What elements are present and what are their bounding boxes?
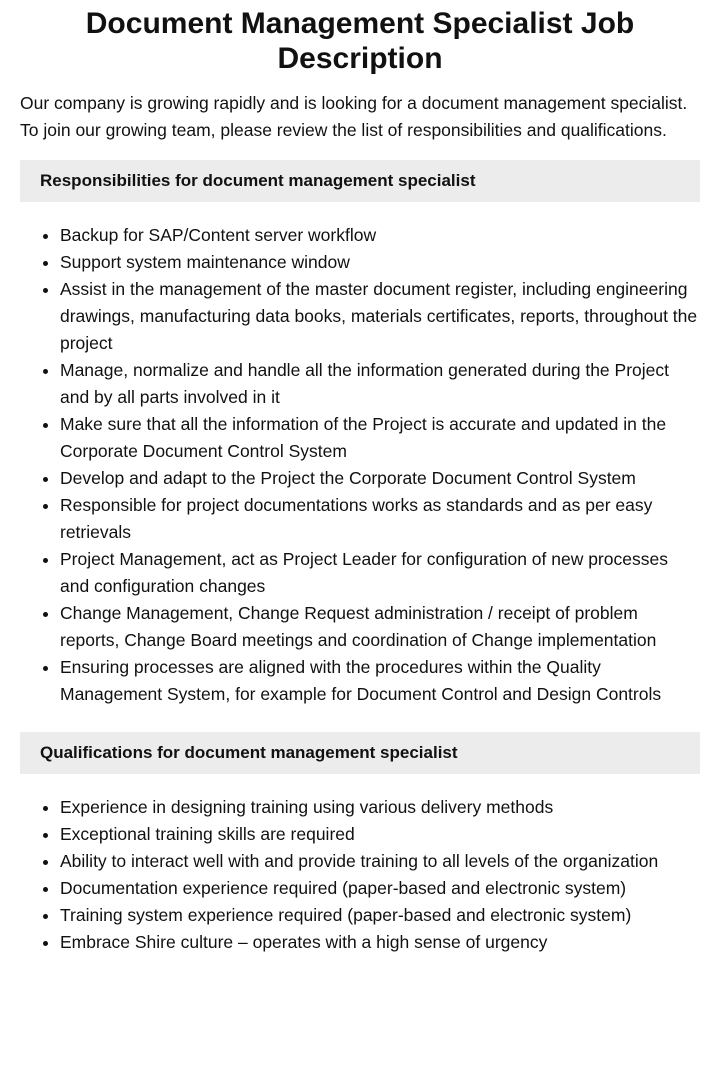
list-item: • Project Management, act as Project Leader for configuration of new processes and configuration changes	[60, 546, 700, 600]
list-item: • Ability to interact well with and provide training to all levels of the organization	[60, 848, 700, 875]
list-item: • Experience in designing training using various delivery methods	[60, 794, 700, 821]
list-item: • Manage, normalize and handle all the information generated during the Project and by all parts involved in it	[60, 357, 700, 411]
list-item: • Assist in the management of the master document register, including engineering drawings, manufacturing data books, materials certificates, reports, throughout the project	[60, 276, 700, 357]
list-item: • Ensuring processes are aligned with the procedures within the Quality Management System, for example for Document Control and Design Controls	[60, 654, 700, 708]
list-item: • Support system maintenance window	[60, 249, 700, 276]
responsibilities-list	[20, 222, 700, 708]
list-item: • Documentation experience required (paper-based and electronic system)	[60, 875, 700, 902]
page-title: Document Management Specialist Job Description	[85, 7, 635, 75]
list-item: • Responsible for project documentations works as standards and as per easy retrievals	[60, 492, 700, 546]
list-item: • Training system experience required (paper-based and electronic system)	[60, 902, 700, 929]
list-item: • Change Management, Change Request administration / receipt of problem reports, Change Board meetings and coordination of Change implementation	[60, 600, 700, 654]
list-item: • Make sure that all the information of the Project is accurate and updated in the Corporate Document Control System	[60, 411, 700, 465]
list-item: • Develop and adapt to the Project the Corporate Document Control System	[60, 465, 700, 492]
qualifications-list	[20, 794, 700, 956]
intro-text: Our company is growing rapidly and is looking for a document management specialist. To join our growing team, please review the list of responsibilities and qualifications.	[20, 93, 688, 140]
list-item: • Exceptional training skills are required	[60, 821, 700, 848]
list-item: • Backup for SAP/Content server workflow	[60, 222, 700, 249]
job-description	[0, 6, 720, 956]
qualifications-heading: Qualifications for document management specialist	[20, 732, 700, 774]
list-item: • Embrace Shire culture – operates with a high sense of urgency	[60, 929, 700, 956]
responsibilities-heading: Responsibilities for document management specialist	[20, 160, 700, 202]
